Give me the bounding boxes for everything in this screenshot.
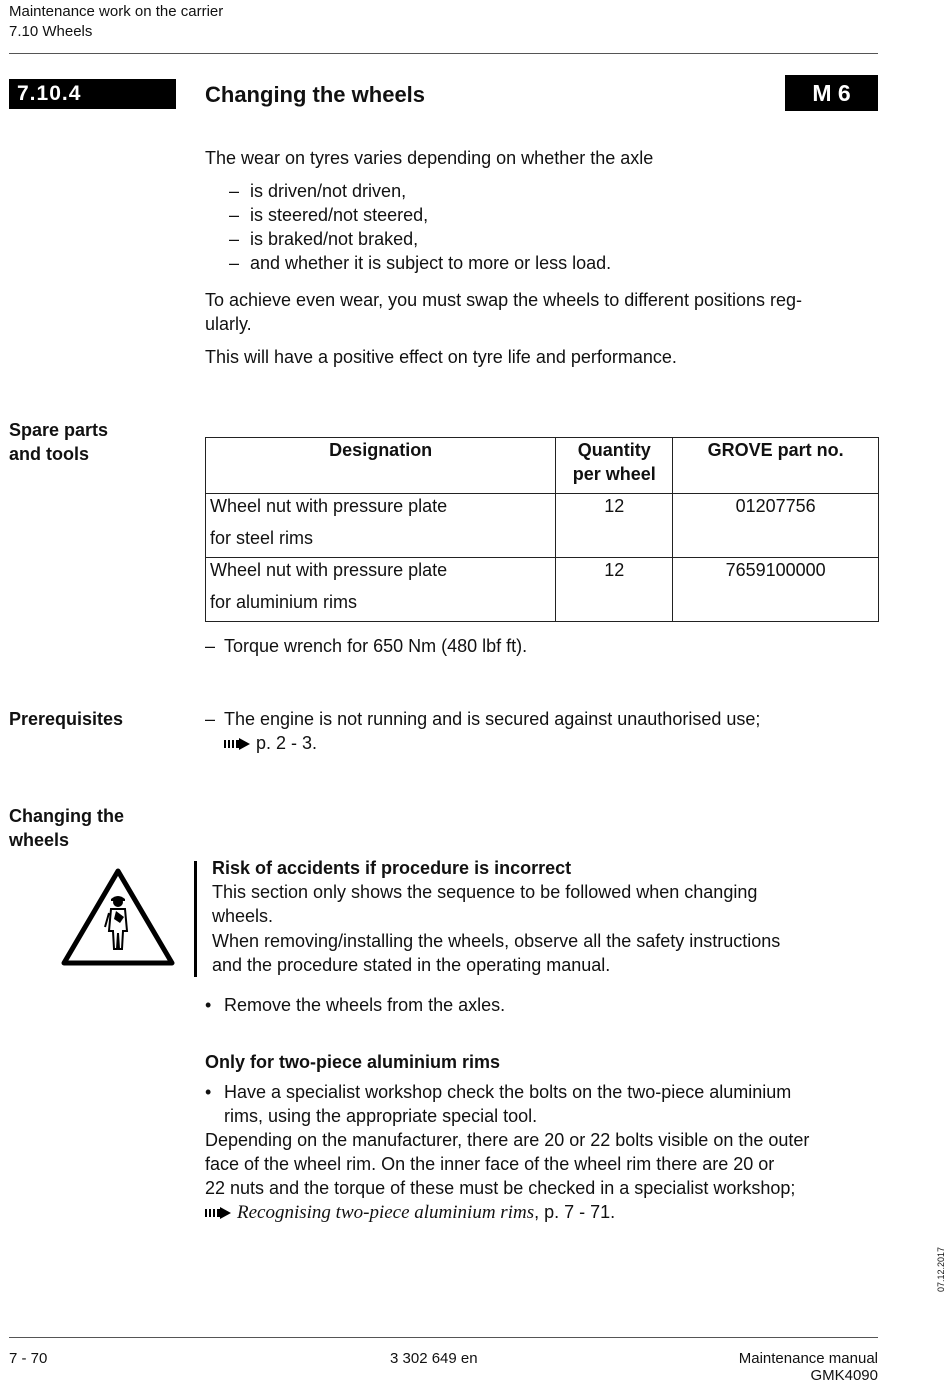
header-chapter: Maintenance work on the carrier (9, 3, 224, 20)
cell-quantity: 12 (556, 494, 673, 558)
side-heading-spare-parts: Spare parts (9, 420, 109, 440)
warning-title: Risk of accidents if procedure is incorrect (212, 858, 572, 878)
intro-lead: The wear on tyres varies depending on whether the axle (205, 148, 654, 168)
intro-paragraph: This will have a positive effect on tyre life and performance. (205, 347, 677, 367)
designation-line: for aluminium rims (210, 592, 358, 612)
cell-designation (206, 494, 556, 558)
intro-item: – (229, 181, 240, 201)
table-row (206, 494, 879, 558)
section-title: Changing the wheels (205, 82, 426, 107)
cell-quantity: 12 (556, 558, 673, 622)
print-date-text: 07.12.2017 (936, 1246, 946, 1292)
spare-parts-table (205, 437, 879, 622)
footer-rule (9, 1337, 878, 1338)
designation-line: Wheel nut with pressure plate (210, 560, 448, 580)
tool-item: Torque wrench for 650 Nm (480 lbf ft). (224, 636, 528, 656)
warning-text: This section only shows the sequence to be followed when changing (212, 882, 758, 902)
intro-item: – (229, 229, 240, 249)
warning-text: wheels. (212, 906, 274, 926)
aluminium-text: face of the wheel rim. On the inner face of the wheel rim there are 20 or (205, 1154, 775, 1174)
intro-item: – (229, 205, 240, 225)
subheading-aluminium: Only for two-piece aluminium rims (205, 1052, 501, 1072)
prerequisite-item: The engine is not running and is secured against unauthorised use; (224, 709, 761, 729)
side-heading-spare-parts: and tools (9, 444, 89, 464)
table-header-row (206, 438, 879, 494)
tool-dash: – (205, 636, 216, 656)
designation-line: Wheel nut with pressure plate (210, 496, 448, 516)
warning-text: and the procedure stated in the operating manual. (212, 955, 611, 975)
bullet-point: • (205, 1082, 212, 1102)
header-rule (9, 53, 878, 54)
header-section: 7.10 Wheels (9, 23, 93, 40)
warning-triangle-icon (60, 865, 176, 967)
aluminium-text: Depending on the manufacturer, there are 20 or 22 bolts visible on the outer (205, 1130, 810, 1150)
section-number: 7.10.4 (9, 79, 176, 109)
reference-arrow-icon (224, 738, 250, 750)
cell-part-number: 7659100000 (673, 558, 879, 622)
intro-paragraph: ularly. (205, 314, 252, 334)
intro-item: – (229, 253, 240, 273)
intro-item-text: is steered/not steered, (250, 205, 429, 225)
side-heading-prerequisites: Prerequisites (9, 709, 124, 729)
side-heading-changing: Changing the (9, 806, 124, 826)
footer-model: GMK4090 (810, 1367, 878, 1384)
intro-paragraph: To achieve even wear, you must swap the wheels to different positions reg- (205, 290, 802, 310)
column-header-designation: Designation (206, 438, 556, 494)
footer-page-number: 7 - 70 (9, 1350, 48, 1367)
column-header-part-number: GROVE part no. (673, 438, 879, 494)
reference-title: Recognising two-piece aluminium rims (237, 1202, 535, 1223)
prerequisite-reference-page: p. 2 - 3. (256, 733, 318, 753)
intro-item-text: is braked/not braked, (250, 229, 419, 249)
intro-item-text: is driven/not driven, (250, 181, 407, 201)
footer-manual-title: Maintenance manual (738, 1350, 878, 1367)
column-header-quantity-line: Quantity (577, 440, 651, 460)
cell-designation (206, 558, 556, 622)
column-header-quantity (556, 438, 673, 494)
bullet-text: Remove the wheels from the axles. (224, 995, 506, 1015)
table-row (206, 558, 879, 622)
reference-arrow-icon (205, 1207, 231, 1219)
prerequisite-reference[interactable] (224, 731, 317, 755)
bullet-text: rims, using the appropriate special tool. (224, 1106, 538, 1126)
warning-text: When removing/installing the wheels, observe all the safety instructions (212, 931, 781, 951)
warning-bar (194, 861, 197, 977)
reference-page: , p. 7 - 71. (534, 1202, 616, 1222)
intro-item-text: and whether it is subject to more or less load. (250, 253, 612, 273)
designation-line: for steel rims (210, 528, 314, 548)
bullet-text: Have a specialist workshop check the bolts on the two-piece aluminium (224, 1082, 792, 1102)
cell-part-number: 01207756 (673, 494, 879, 558)
bullet-point: • (205, 995, 212, 1015)
aluminium-text: 22 nuts and the torque of these must be checked in a specialist workshop; (205, 1178, 796, 1198)
footer-document-number: 3 302 649 en (390, 1350, 478, 1367)
aluminium-reference[interactable] (205, 1200, 615, 1225)
prerequisite-dash: – (205, 709, 216, 729)
print-date (936, 1240, 950, 1300)
column-header-quantity-line: per wheel (572, 464, 656, 484)
maintenance-badge: M 6 (785, 75, 878, 111)
side-heading-changing: wheels (9, 830, 70, 850)
